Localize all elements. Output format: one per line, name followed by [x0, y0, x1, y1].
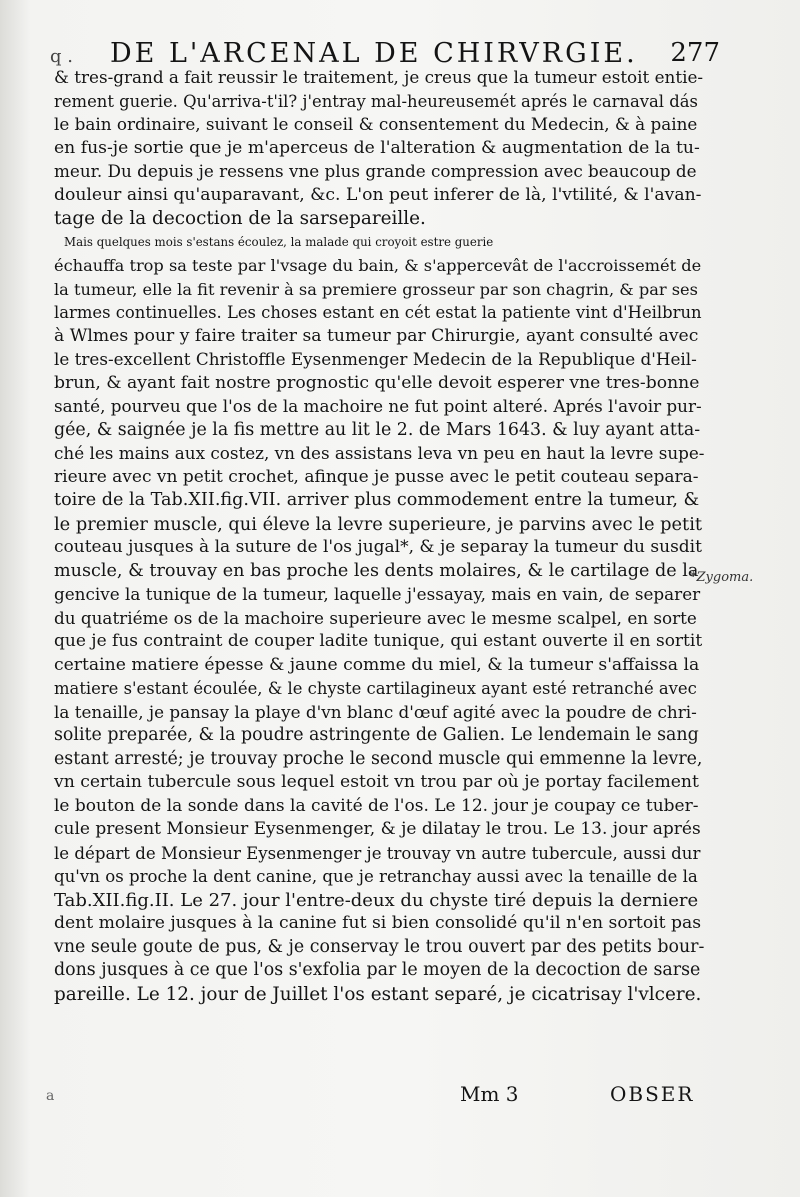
text-line: vne seule goute de pus, & je conservay le trou ouvert par des petits bour- — [54, 936, 705, 957]
text-line: solite preparée, & la poudre astringente de Galien. Le lendemain le sang — [54, 725, 699, 745]
text-line: couteau jusques à la suture de l'os jugal*, & je separay la tumeur du susdit — [54, 537, 702, 557]
text-line: rement guerie. Qu'arriva-t'il? j'entray mal-heureusemét aprés le carnaval dás — [54, 91, 698, 111]
text-line: rieure avec vn petit crochet, afinque je pusse avec le petit couteau separa- — [54, 466, 699, 487]
text-line: ché les mains aux costez, vn des assistans leva vn peu en haut la levre supe- — [54, 443, 705, 463]
text-line: le premier muscle, qui éleve la levre superieure, je parvins avec le petit — [54, 513, 703, 535]
text-line: dons jusques à ce que l'os s'exfolia par le moyen de la decoction de sarse — [54, 960, 701, 980]
body-text — [54, 66, 704, 1006]
text-line: vn certain tubercule sous lequel estoit vn trou par où je portay facilement — [54, 772, 699, 792]
text-line: la tumeur, elle la fit revenir à sa premiere grosseur par son chagrin, & par ses — [54, 279, 698, 299]
text-line: la tenaille, je pansay la playe d'vn blanc d'œuf agité avec la poudre de chri- — [54, 701, 697, 722]
text-line: douleur ainsi qu'auparavant, &c. L'on peut inferer de là, l'vtilité, & l'avan- — [54, 184, 702, 205]
text-line: que je fus contraint de couper ladite tunique, qui estant ouverte il en sortit — [54, 631, 703, 651]
text-line: tage de la decoction de la sarsepareille. — [54, 208, 426, 229]
text-line: cule present Monsieur Eysenmenger, & je dilatay le trou. Le 13. jour aprés — [54, 819, 701, 839]
text-line: larmes continuelles. Les choses estant en cét estat la patiente vint d'Heilbrun — [54, 303, 702, 322]
text-line: gencive la tunique de la tumeur, laquelle j'essayay, mais en vain, de separer — [54, 584, 701, 604]
page-footer — [40, 1082, 730, 1112]
page-number: 277 — [670, 38, 720, 68]
text-line: meur. Du depuis je ressens vne plus grande compression avec beaucoup de — [54, 161, 697, 181]
text-line: Tab.XII.fig.II. Le 27. jour l'entre-deux du chyste tiré depuis la derniere — [54, 889, 699, 911]
text-line: gée, & saignée je la fis mettre au lit le 2. de Mars 1643. & luy ayant atta- — [54, 419, 701, 440]
header-mark: q . — [50, 46, 73, 67]
text-line: le bouton de la sonde dans la cavité de l'os. Le 12. jour je coupay ce tuber- — [54, 795, 699, 816]
text-line: du quatriéme os de la machoire superieure avec le mesme scalpel, en sorte — [54, 607, 697, 628]
text-line: toire de la Tab.XII.fig.VII. arriver plus commodement entre la tumeur, & — [54, 490, 700, 510]
text-line: pareille. Le 12. jour de Juillet l'os estant separé, je cicatrisay l'vlcere. — [54, 983, 702, 1005]
text-line: échauffa trop sa teste par l'vsage du bain, & s'appercevât de l'accroissemét de — [54, 256, 702, 275]
text-line: en fus-je sortie que je m'aperceus de l'alteration & augmentation de la tu- — [54, 137, 700, 158]
margin-note: *Zygoma. — [690, 570, 754, 585]
running-title: DE L'ARCENAL DE CHIRVRGIE. — [110, 38, 638, 69]
text-line: à Wlmes pour y faire traiter sa tumeur par Chirurgie, ayant consulté avec — [54, 325, 699, 346]
text-line: santé, pourveu que l'os de la machoire ne fut point alteré. Aprés l'avoir pur- — [54, 396, 702, 416]
text-line: Mais quelques mois s'estans écoulez, la malade qui croyoit estre guerie — [64, 234, 494, 249]
signature-mark: Mm 3 — [460, 1082, 519, 1106]
text-line: matiere s'estant écoulée, & le chyste cartilagineux ayant esté retranché avec — [54, 679, 697, 698]
text-line: estant arresté; je trouvay proche le second muscle qui emmenne la levre, — [54, 748, 703, 769]
text-line: le départ de Monsieur Eysenmenger je trouvay vn autre tubercule, aussi dur — [54, 843, 701, 863]
text-line: le bain ordinaire, suivant le conseil & consentement du Medecin, & à paine — [54, 114, 698, 134]
text-line: qu'vn os proche la dent canine, que je retranchay aussi avec la tenaille de la — [54, 867, 698, 886]
footer-mark: a — [46, 1088, 55, 1104]
text-line: muscle, & trouvay en bas proche les dents molaires, & le cartilage de la — [54, 560, 699, 581]
text-line: brun, & ayant fait nostre prognostic qu'elle devoit esperer vne tres-bonne — [54, 372, 700, 393]
text-line: & tres-grand a fait reussir le traitement, je creus que la tumeur estoit entie- — [54, 67, 704, 87]
text-line: le tres-excellent Christoffle Eysenmenger Medecin de la Republique d'Heil- — [54, 349, 697, 369]
text-line: dent molaire jusques à la canine fut si bien consolidé qu'il n'en sortoit pas — [54, 913, 702, 933]
text-line: certaine matiere épesse & jaune comme du miel, & la tumeur s'affaissa la — [54, 654, 700, 675]
catchword: OBSER — [610, 1082, 695, 1106]
